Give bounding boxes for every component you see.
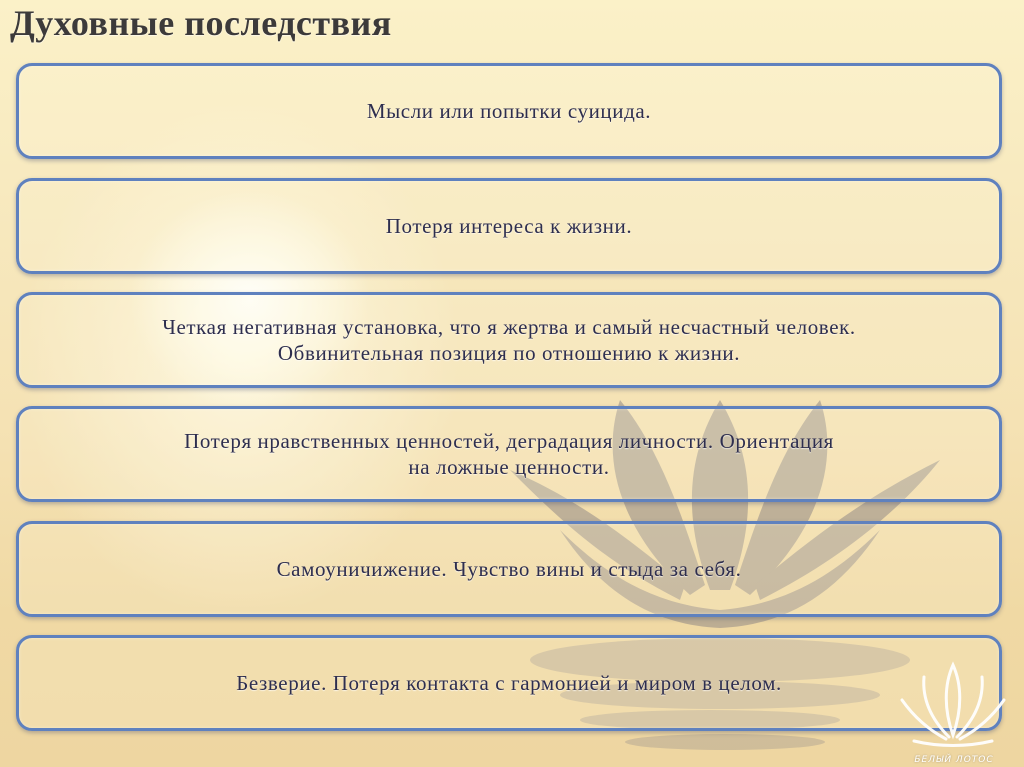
consequence-item <box>16 63 1002 159</box>
logo <box>894 655 1012 765</box>
consequence-text: Четкая негативная установка, что я жертва и самый несчастный человек. Обвинительная позиция по отношению к жизни. <box>162 315 856 365</box>
slide-title: Духовные последствия <box>10 3 392 43</box>
consequence-item <box>16 292 1002 388</box>
consequence-text: Потеря нравственных ценностей, деградация личности. Ориентация на ложные ценности. <box>184 429 834 479</box>
consequence-item <box>16 635 1002 731</box>
consequence-text: Безверие. Потеря контакта с гармонией и миром в целом. <box>236 671 782 695</box>
consequence-text: Самоуничижение. Чувство вины и стыда за себя. <box>276 557 742 581</box>
consequence-item <box>16 178 1002 274</box>
consequence-text: Мысли или попытки суицида. <box>366 99 652 123</box>
consequence-text: Потеря интереса к жизни. <box>385 214 633 238</box>
logo-text: БЕЛЫЙ ЛОТОС <box>914 755 994 765</box>
lotus-logo-icon <box>894 655 1012 751</box>
consequence-item <box>16 521 1002 617</box>
consequence-item <box>16 406 1002 502</box>
